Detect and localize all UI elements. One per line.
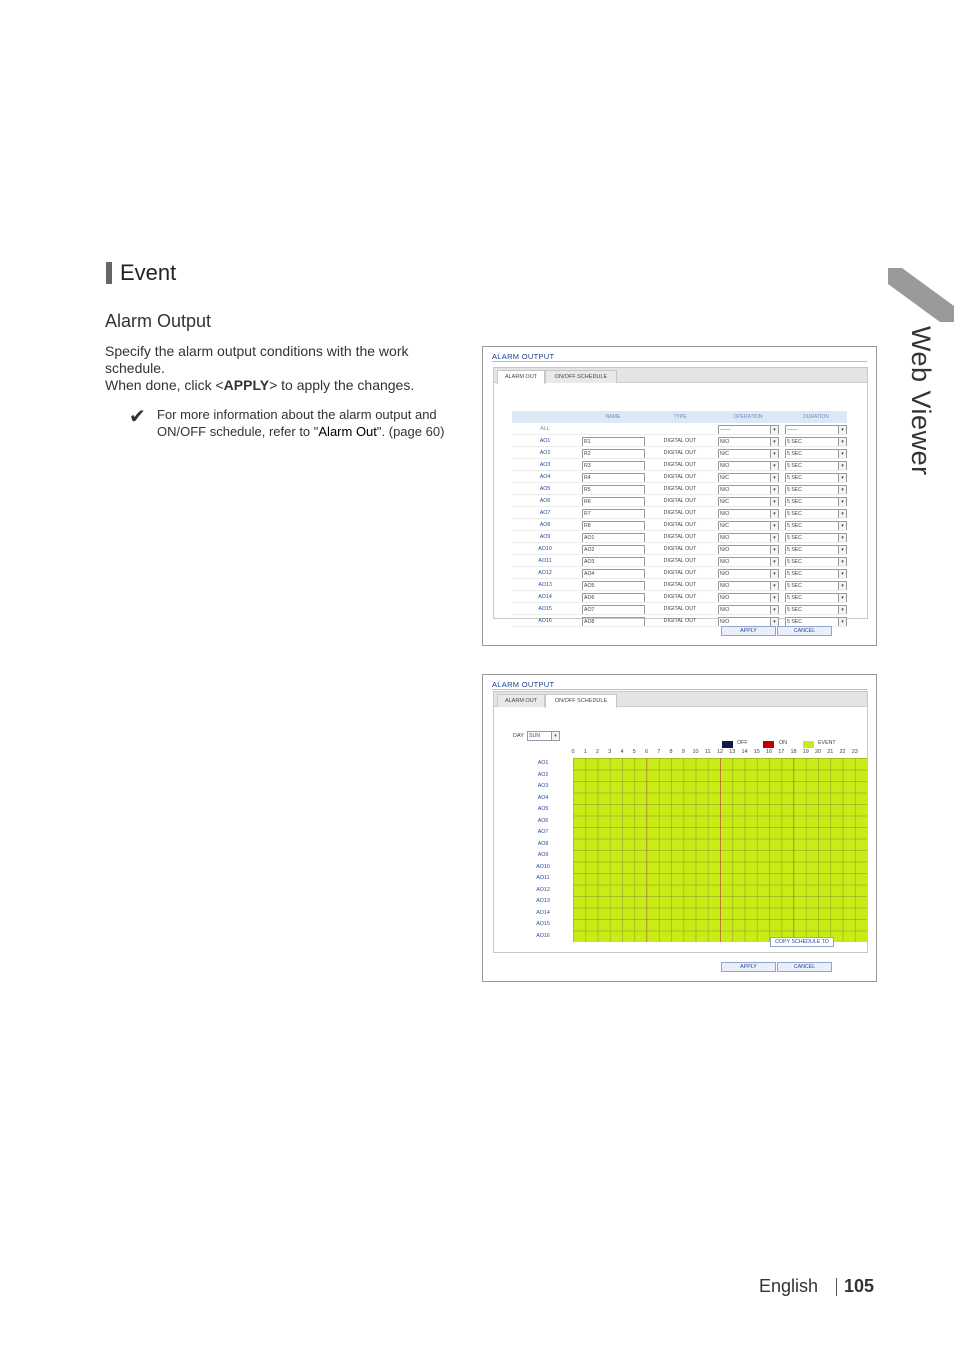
schedule-row-label: AO9 (537, 852, 549, 858)
table-row (512, 579, 847, 591)
type-value: DIGITAL OUT (663, 582, 697, 588)
hour-label: 23 (851, 749, 858, 755)
hour-label: 14 (741, 749, 748, 755)
page-number: 105 (844, 1276, 875, 1296)
side-section-title: Web Viewer (906, 326, 936, 476)
apply-button[interactable]: APPLY (721, 626, 776, 636)
checkmark-icon: ✔ (129, 406, 146, 428)
operation-select-value: N/O (720, 463, 730, 469)
window-title: ALARM OUTPUT (492, 680, 555, 689)
chevron-down-icon: ▾ (838, 438, 846, 446)
hour-label: 16 (765, 749, 773, 755)
operation-select-value: N/O (720, 439, 730, 445)
alarm-output-label: AO13 (538, 582, 552, 588)
sub-title: Alarm Output (105, 311, 212, 331)
hour-label: 18 (790, 749, 797, 755)
side-tab-decoration (888, 268, 954, 322)
chevron-down-icon: ▾ (770, 618, 778, 626)
duration-select-value: 5 SEC (787, 535, 802, 541)
schedule-row-label: AO7 (537, 829, 549, 835)
chevron-down-icon: ▾ (770, 570, 778, 578)
tab-bar (494, 692, 867, 707)
schedule-row-label: AO4 (537, 794, 549, 801)
name-input[interactable]: AO2 (582, 545, 645, 555)
table-row (512, 519, 847, 531)
chevron-down-icon: ▾ (838, 510, 846, 518)
duration-select-value: 5 SEC (787, 595, 802, 601)
chevron-down-icon: ▾ (838, 582, 846, 590)
operation-select-all-value: ------ (720, 427, 731, 433)
duration-select-value: 5 SEC (787, 511, 802, 517)
hour-label: 17 (778, 749, 785, 755)
type-value: DIGITAL OUT (663, 594, 697, 600)
tab-on-off-schedule[interactable]: ON/OFF SCHEDULE (545, 370, 617, 383)
hour-label: 4 (620, 749, 624, 755)
column-header-type: TYPE (673, 414, 687, 420)
chevron-down-icon: ▾ (770, 438, 778, 446)
divider (492, 361, 867, 362)
chevron-down-icon: ▾ (770, 594, 778, 602)
column-header-name: NAME (605, 414, 621, 420)
alarm-output-label: AO8 (539, 522, 551, 528)
legend-label-on: ON (779, 740, 787, 746)
hour-label: 11 (704, 749, 711, 755)
operation-select-value: N/C (720, 475, 729, 481)
name-input[interactable]: AO4 (582, 569, 645, 579)
schedule-row-label: AO15 (536, 921, 550, 927)
type-value: DIGITAL OUT (663, 510, 697, 516)
hour-label: 15 (753, 749, 760, 755)
operation-select-value: N/O (720, 487, 730, 493)
type-value: DIGITAL OUT (663, 534, 697, 540)
on-off-schedule-screenshot (482, 674, 877, 982)
chevron-down-icon: ▾ (770, 426, 778, 434)
legend-swatch-on (763, 741, 774, 748)
grid-divider (793, 758, 794, 942)
cancel-button[interactable]: CANCEL (777, 962, 832, 972)
duration-select-all-value: ------ (787, 427, 798, 433)
hour-label: 21 (827, 749, 834, 755)
description-line: schedule. (105, 360, 165, 376)
operation-select-value: N/O (720, 595, 730, 601)
type-value: DIGITAL OUT (663, 462, 697, 468)
alarm-output-label: AO2 (539, 450, 551, 456)
alarm-output-label: AO15 (538, 606, 552, 612)
alarm-out-panel (493, 367, 868, 625)
type-value: DIGITAL OUT (663, 558, 697, 564)
chevron-down-icon: ▾ (838, 546, 846, 554)
section-title: Event (120, 260, 177, 285)
tab-on-off-schedule[interactable]: ON/OFF SCHEDULE (545, 694, 617, 708)
chevron-down-icon: ▾ (770, 462, 778, 470)
duration-select-value: 5 SEC (787, 607, 802, 613)
name-input[interactable]: R3 (582, 461, 645, 471)
window-title: ALARM OUTPUT (492, 352, 555, 361)
duration-select-value: 5 SEC (787, 451, 802, 457)
table-row (512, 567, 847, 579)
operation-select-value: N/O (720, 607, 730, 613)
table-row (512, 531, 847, 543)
hour-label: 12 (716, 749, 724, 755)
table-row (512, 483, 847, 495)
hour-label: 9 (681, 749, 685, 755)
schedule-row-label: AO2 (537, 771, 549, 778)
name-input[interactable]: AO5 (582, 581, 645, 591)
column-header-duration: DURATION (803, 414, 829, 420)
hour-label: 0 (571, 749, 575, 755)
alarm-output-label: AO12 (538, 570, 552, 576)
alarm-output-label: AO5 (539, 486, 551, 492)
description (105, 343, 465, 394)
operation-select-value: N/O (720, 535, 730, 541)
alarm-output-label: AO3 (539, 462, 551, 468)
name-input[interactable]: R7 (582, 509, 645, 519)
operation-select-value: N/C (720, 523, 729, 529)
duration-select-value: 5 SEC (787, 523, 802, 529)
hour-label: 6 (644, 749, 649, 755)
name-input[interactable]: R8 (582, 521, 645, 531)
hour-label: 1 (583, 749, 587, 755)
chevron-down-icon: ▾ (838, 606, 846, 614)
schedule-panel (493, 691, 868, 953)
tab-alarm-out[interactable]: ALARM OUT (497, 370, 545, 384)
day-label: DAY (513, 733, 524, 739)
schedule-row-label: AO16 (536, 932, 550, 939)
chevron-down-icon: ▾ (770, 546, 778, 554)
table-row (512, 603, 847, 615)
name-input[interactable]: R5 (582, 485, 645, 495)
legend-swatch-off (722, 741, 733, 748)
schedule-row-label: AO13 (536, 898, 550, 904)
operation-select-value: N/O (720, 619, 730, 625)
chevron-down-icon: ▾ (551, 732, 559, 740)
duration-select-value: 5 SEC (787, 559, 802, 565)
chevron-down-icon: ▾ (770, 486, 778, 494)
operation-select-value: N/O (720, 583, 730, 589)
chevron-down-icon: ▾ (838, 534, 846, 542)
table-row (512, 591, 847, 603)
name-input[interactable]: R2 (582, 449, 645, 459)
schedule-row-label: AO3 (537, 783, 549, 789)
row-label-all: ALL (540, 426, 550, 432)
section-marker (106, 262, 112, 284)
day-select-value: SUN (529, 733, 540, 739)
legend-swatch-event (803, 741, 814, 748)
schedule-row-label: AO10 (536, 863, 550, 870)
column-header-operation: OPERATION (733, 414, 763, 420)
duration-select-value: 5 SEC (787, 499, 802, 505)
name-input[interactable]: AO6 (582, 593, 645, 603)
table-row (512, 495, 847, 507)
chevron-down-icon: ▾ (838, 618, 846, 626)
operation-select-value: N/O (720, 571, 730, 577)
type-value: DIGITAL OUT (663, 570, 697, 576)
grid-divider (720, 758, 721, 942)
table-row (512, 435, 847, 447)
table-row (512, 447, 847, 459)
table-row (512, 555, 847, 567)
schedule-row-label: AO8 (537, 840, 549, 847)
name-input[interactable]: R1 (582, 437, 645, 447)
table-row (512, 459, 847, 471)
duration-select-value: 5 SEC (787, 487, 802, 493)
description-line: Specify the alarm output conditions with the work (105, 343, 409, 359)
operation-select-value: N/O (720, 559, 730, 565)
apply-button[interactable]: APPLY (721, 962, 776, 972)
alarm-output-label: AO6 (539, 498, 551, 504)
tab-alarm-out[interactable]: ALARM OUT (497, 694, 545, 707)
operation-select-value: N/O (720, 511, 730, 517)
name-input[interactable]: R6 (582, 497, 645, 507)
chevron-down-icon: ▾ (838, 522, 846, 530)
type-value: DIGITAL OUT (663, 438, 697, 444)
type-value: DIGITAL OUT (663, 546, 697, 552)
name-input[interactable]: R4 (582, 473, 645, 483)
operation-select-value: N/C (720, 451, 729, 457)
hour-label: 19 (802, 749, 809, 755)
schedule-row-label: AO12 (536, 886, 550, 893)
duration-select-value: 5 SEC (787, 619, 802, 625)
copy-schedule-button[interactable]: COPY SCHEDULE TO (770, 937, 834, 947)
schedule-row-label: AO6 (537, 817, 549, 824)
type-value: DIGITAL OUT (663, 486, 697, 492)
name-input[interactable]: AO3 (582, 557, 645, 567)
schedule-row-label: AO14 (536, 909, 550, 916)
schedule-row-label: AO1 (537, 760, 549, 766)
chevron-down-icon: ▾ (838, 486, 846, 494)
name-input[interactable]: AO8 (582, 617, 645, 627)
name-input[interactable]: AO7 (582, 605, 645, 615)
hour-label: 8 (669, 749, 673, 755)
chevron-down-icon: ▾ (770, 450, 778, 458)
chevron-down-icon: ▾ (838, 450, 846, 458)
chevron-down-icon: ▾ (838, 594, 846, 602)
alarm-out-screenshot (482, 346, 877, 646)
description-line: When done, click <APPLY> to apply the changes. (105, 377, 415, 393)
tab-bar (494, 368, 867, 383)
alarm-output-label: AO14 (538, 594, 552, 600)
note-text: For more information about the alarm output and ON/OFF schedule, refer to "Alarm Out". (page 60) (157, 407, 445, 439)
table-row-all (512, 423, 847, 435)
grid-divider (646, 758, 647, 942)
alarm-output-label: AO4 (539, 474, 551, 480)
type-value: DIGITAL OUT (663, 606, 697, 612)
day-select[interactable] (527, 731, 560, 741)
operation-select-value: N/O (720, 547, 730, 553)
chevron-down-icon: ▾ (770, 474, 778, 482)
duration-select-value: 5 SEC (787, 583, 802, 589)
chevron-down-icon: ▾ (838, 558, 846, 566)
footer-language: English (759, 1276, 819, 1296)
type-value: DIGITAL OUT (663, 498, 697, 504)
chevron-down-icon: ▾ (838, 462, 846, 470)
alarm-output-label: AO9 (539, 534, 551, 540)
duration-select-value: 5 SEC (787, 547, 802, 553)
duration-select-value: 5 SEC (787, 439, 802, 445)
cancel-button[interactable]: CANCEL (777, 626, 832, 636)
type-value: DIGITAL OUT (663, 522, 697, 528)
alarm-output-label: AO16 (538, 618, 552, 624)
schedule-row-label: AO5 (537, 806, 549, 812)
chevron-down-icon: ▾ (838, 570, 846, 578)
table-row (512, 471, 847, 483)
schedule-row-label: AO11 (536, 875, 550, 881)
type-value: DIGITAL OUT (663, 474, 697, 480)
table-row (512, 507, 847, 519)
footer-divider (836, 1278, 837, 1296)
alarm-output-label: AO7 (539, 510, 551, 516)
chevron-down-icon: ▾ (770, 498, 778, 506)
chevron-down-icon: ▾ (838, 426, 846, 434)
alarm-output-label: AO1 (539, 438, 551, 444)
hour-label: 20 (814, 749, 822, 755)
hour-label: 10 (692, 749, 699, 755)
legend-label-event: EVENT (818, 740, 836, 746)
chevron-down-icon: ▾ (770, 510, 778, 518)
hour-label: 7 (657, 749, 661, 755)
chevron-down-icon: ▾ (770, 606, 778, 614)
operation-select-value: N/C (720, 499, 729, 505)
duration-select-value: 5 SEC (787, 571, 802, 577)
hour-label: 5 (632, 749, 636, 755)
table-header (512, 411, 847, 423)
chevron-down-icon: ▾ (838, 474, 846, 482)
alarm-output-label: AO11 (538, 558, 552, 564)
legend-label-off: OFF (737, 740, 748, 746)
type-value: DIGITAL OUT (663, 618, 697, 624)
divider (492, 689, 867, 690)
hour-label: 22 (839, 749, 846, 755)
type-value: DIGITAL OUT (663, 450, 697, 456)
hour-label: 3 (608, 749, 612, 755)
duration-select-value: 5 SEC (787, 475, 802, 481)
chevron-down-icon: ▾ (770, 534, 778, 542)
name-input[interactable]: AO1 (582, 533, 645, 543)
alarm-output-label: AO10 (538, 546, 552, 552)
chevron-down-icon: ▾ (770, 558, 778, 566)
chevron-down-icon: ▾ (838, 498, 846, 506)
duration-select-value: 5 SEC (787, 463, 802, 469)
hour-label: 13 (729, 749, 736, 755)
hour-label: 2 (595, 749, 600, 755)
table-row (512, 543, 847, 555)
chevron-down-icon: ▾ (770, 582, 778, 590)
chevron-down-icon: ▾ (770, 522, 778, 530)
